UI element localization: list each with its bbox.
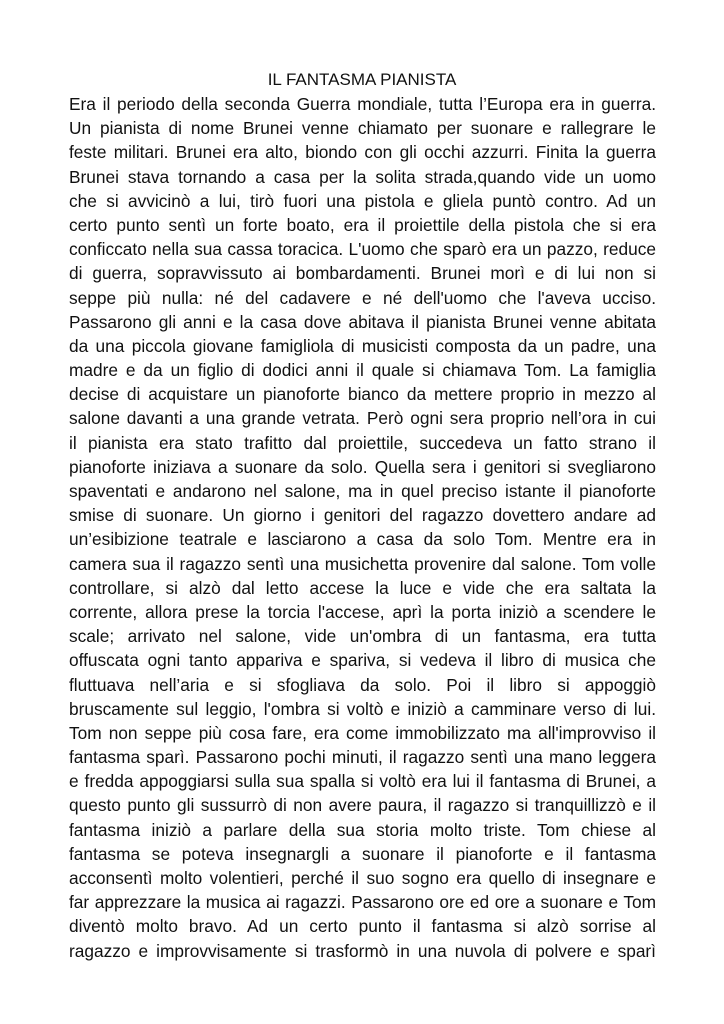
text-line: ragazzo e improvvisamente si trasformò in una nuvola di polvere e sparì — [69, 940, 656, 961]
text-line: certo punto sentì un forte boato, era il proiettile della pistola che si era — [69, 214, 656, 235]
text-line: che si avvicinò a lui, tirò fuori una pistola e gliela puntò contro. Ad un — [69, 190, 656, 211]
text-line: acconsentì molto volentieri, perché il suo sogno era quello di insegnare e — [69, 868, 656, 888]
text-line: Tom non seppe più cosa fare, era come immobilizzato ma all'improvviso il — [69, 722, 656, 743]
text-line: Un pianista di nome Brunei venne chiamato per suonare e rallegrare le — [69, 118, 656, 139]
document-title: IL FANTASMA PIANISTA — [267, 70, 457, 89]
text-line: pianoforte iniziava a suonare da solo. Quella sera i genitori si svegliarono — [69, 456, 656, 477]
text-line: camera sua il ragazzo sentì una musichetta provenire dal salone. Tom volle — [69, 553, 656, 574]
text-line: offuscata ogni tanto appariva e spariva, si vedeva il libro di musica che — [69, 650, 656, 671]
text-line: smise di suonare. Un giorno i genitori del ragazzo dovettero andare ad — [69, 505, 656, 526]
text-line: fantasma se poteva insegnargli a suonare il pianoforte e il fantasma — [69, 843, 656, 864]
text-line: Era il periodo della seconda Guerra mondiale, tutta l’Europa era in guerra. — [69, 94, 656, 114]
text-line: diventò molto bravo. Ad un certo punto il fantasma si alzò sorrise al — [69, 916, 656, 937]
text-line: corrente, allora prese la torcia l'accese, aprì la porta iniziò a scendere le — [69, 601, 656, 622]
text-line: conficcato nella sua cassa toracica. L'uomo che sparò era un pazzo, reduce — [69, 239, 656, 260]
text-line: seppe più nulla: né del cadavere e né dell'uomo che l'aveva ucciso. — [69, 287, 656, 308]
text-line: scale; arrivato nel salone, vide un'ombra di un fantasma, era tutta — [69, 626, 656, 647]
text-line: salone davanti a una grande vetrata. Però ogni sera proprio nell’ora in cui — [69, 408, 656, 429]
text-line: fantasma iniziò a parlare della sua storia molto triste. Tom chiese al — [69, 819, 656, 840]
text-line: controllare, si alzò dal letto accese la luce e vide che era saltata la — [69, 577, 656, 598]
text-line: il pianista era stato trafitto dal proiettile, succedeva un fatto strano il — [69, 432, 656, 453]
text-line: spaventati e andarono nel salone, ma in quel preciso istante il pianoforte — [69, 481, 656, 501]
text-line: Passarono gli anni e la casa dove abitava il pianista Brunei venne abitata — [69, 311, 656, 332]
text-line: questo punto gli sussurrò di non avere paura, il ragazzo si tranquillizzò e il — [69, 795, 656, 816]
text-line: di guerra, sopravvissuto ai bombardamenti. Brunei morì e di lui non si — [69, 263, 656, 284]
text-line: fluttuava nell’aria e si sfogliava da solo. Poi il libro si appoggiò — [69, 674, 656, 695]
text-line: da una piccola giovane famigliola di musicisti composta da un padre, una — [69, 335, 656, 356]
text-line: e fredda appoggiarsi sulla sua spalla si voltò era lui il fantasma di Brunei, a — [69, 771, 656, 792]
text-line: fantasma sparì. Passarono pochi minuti, il ragazzo sentì una mano leggera — [69, 747, 656, 768]
text-line: Brunei stava tornando a casa per la solita strada,quando vide un uomo — [69, 166, 656, 187]
text-line: un’esibizione teatrale e lasciarono a casa da solo Tom. Mentre era in — [69, 529, 656, 550]
text-line: feste militari. Brunei era alto, biondo con gli occhi azzurri. Finita la guerra — [69, 142, 656, 163]
text-line: madre e da un figlio di dodici anni il quale si chiamava Tom. La famiglia — [69, 360, 656, 381]
text-line: decise di acquistare un pianoforte bianco da mettere proprio in mezzo al — [69, 384, 656, 405]
text-line: far apprezzare la musica ai ragazzi. Passarono ore ed ore a suonare e Tom — [69, 892, 656, 913]
text-line: bruscamente sul leggio, l'ombra si voltò e iniziò a camminare verso di lui. — [69, 698, 656, 719]
document-body — [69, 92, 656, 963]
